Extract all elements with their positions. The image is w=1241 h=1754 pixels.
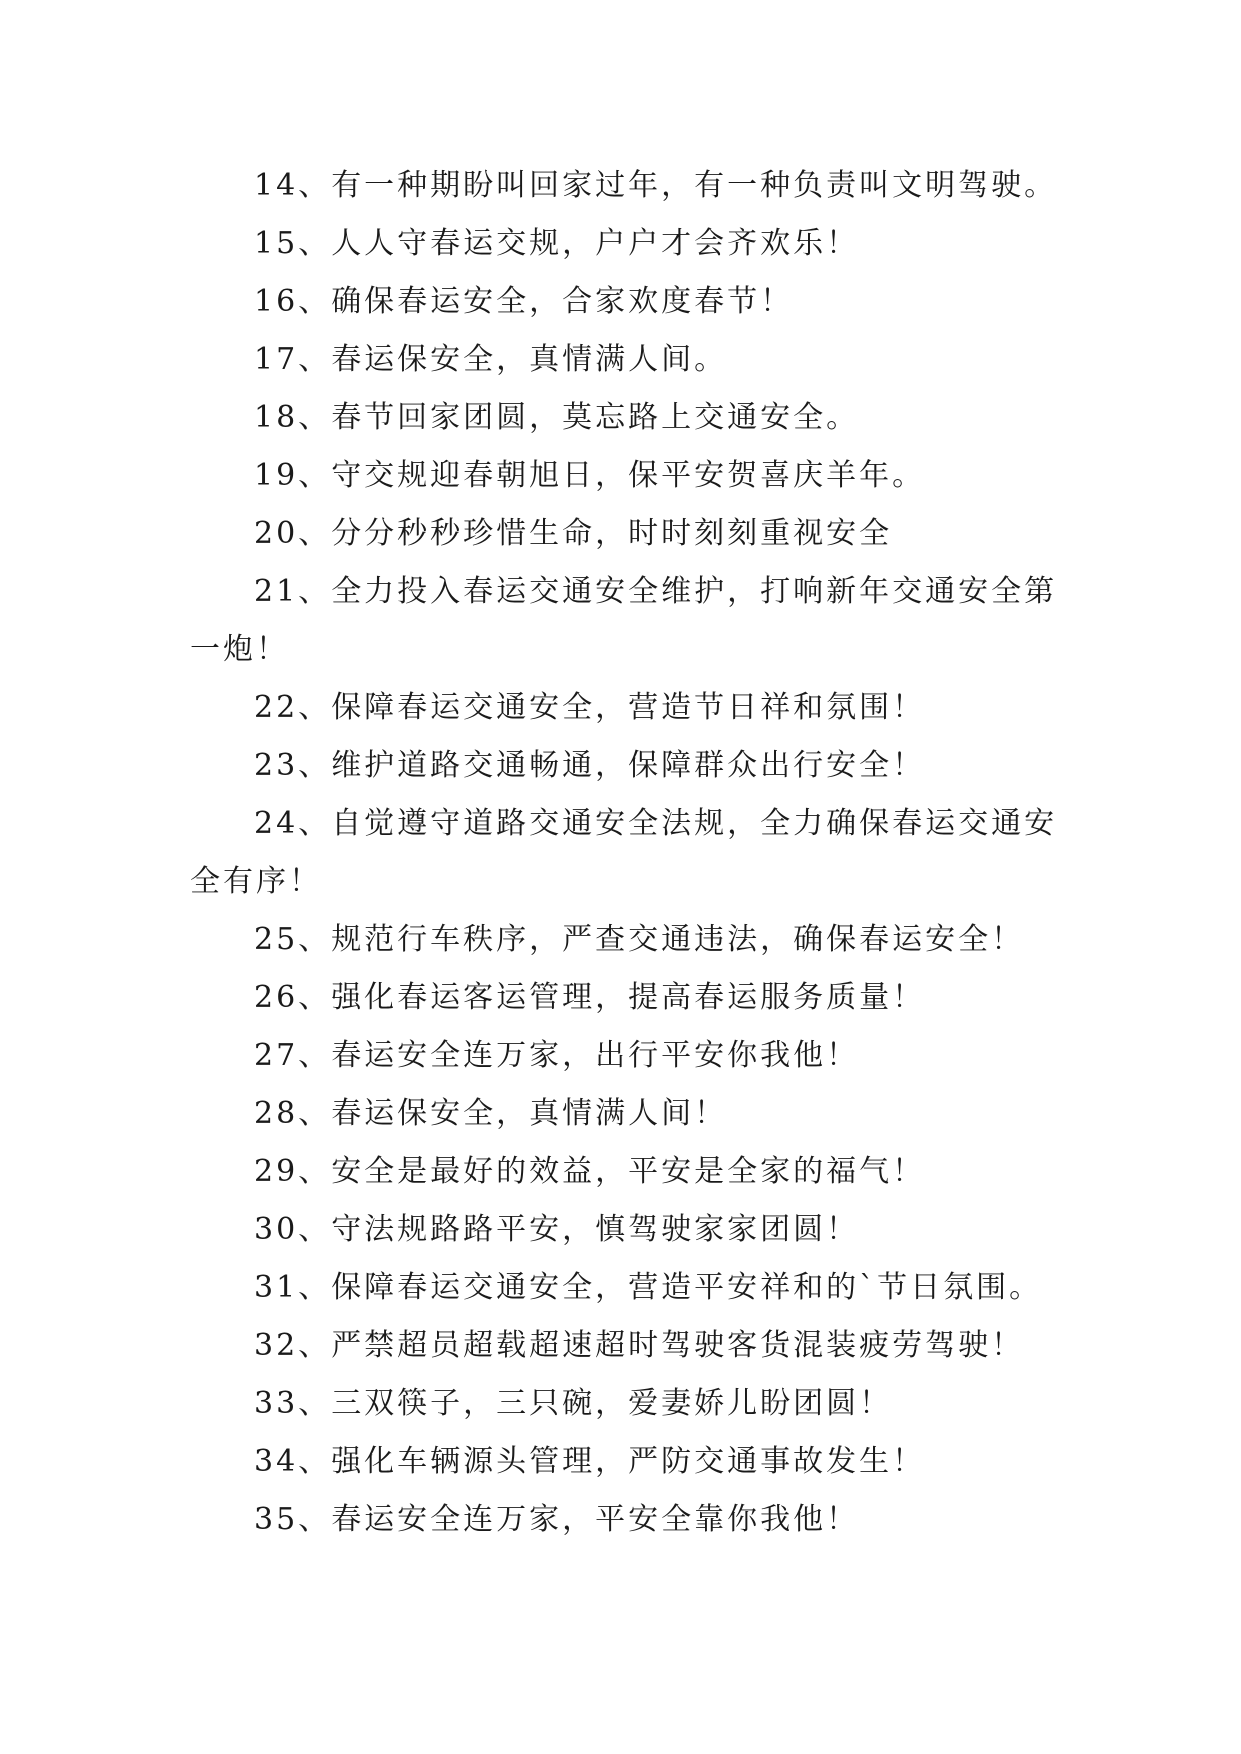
item-number: 26、 (254, 980, 332, 1015)
item-number: 30、 (254, 1212, 332, 1247)
list-item (190, 1317, 1070, 1375)
item-number: 23、 (254, 748, 332, 783)
item-text: 强化春运客运管理，提高春运服务质量！ (331, 980, 926, 1015)
item-text: 强化车辆源头管理，严防交通事故发生！ (331, 1444, 926, 1479)
list-item (190, 1433, 1070, 1491)
list-item (190, 737, 1070, 795)
item-number: 31、 (254, 1270, 332, 1305)
item-text: 人人守春运交规，户户才会齐欢乐！ (331, 226, 860, 261)
list-item (190, 215, 1070, 273)
list-item (190, 795, 1070, 911)
item-text: 安全是最好的效益，平安是全家的福气！ (331, 1154, 926, 1189)
item-text: 规范行车秩序，严查交通违法，确保春运安全！ (331, 922, 1025, 957)
list-item (190, 331, 1070, 389)
list-item (190, 389, 1070, 447)
item-number: 18、 (254, 400, 332, 435)
item-number: 33、 (254, 1386, 332, 1421)
item-text: 保障春运交通安全，营造节日祥和氛围！ (331, 690, 926, 725)
item-text: 保障春运交通安全，营造平安祥和的`节日氛围。 (331, 1270, 1043, 1305)
list-item (190, 911, 1070, 969)
item-text: 守法规路路平安，慎驾驶家家团圆！ (331, 1212, 860, 1247)
item-number: 15、 (254, 226, 332, 261)
list-item (190, 679, 1070, 737)
item-number: 14、 (254, 168, 332, 203)
item-text: 守交规迎春朝旭日，保平安贺喜庆羊年。 (331, 458, 926, 493)
list-item (190, 505, 1070, 563)
item-number: 24、 (254, 806, 332, 841)
list-item (190, 273, 1070, 331)
item-text: 分分秒秒珍惜生命，时时刻刻重视安全 (331, 516, 893, 551)
item-text: 三双筷子，三只碗，爱妻娇儿盼团圆！ (331, 1386, 893, 1421)
item-text: 全力投入春运交通安全维护，打响新年交通安全第一炮！ (190, 574, 1058, 667)
item-number: 16、 (254, 284, 332, 319)
item-text: 确保春运安全，合家欢度春节！ (331, 284, 794, 319)
item-number: 32、 (254, 1328, 332, 1363)
item-text: 春运保安全，真情满人间。 (331, 342, 728, 377)
item-text: 维护道路交通畅通，保障群众出行安全！ (331, 748, 926, 783)
list-item (190, 447, 1070, 505)
list-item (190, 563, 1070, 679)
item-number: 27、 (254, 1038, 332, 1073)
list-item (190, 1027, 1070, 1085)
item-number: 34、 (254, 1444, 332, 1479)
item-number: 17、 (254, 342, 332, 377)
list-item (190, 1085, 1070, 1143)
item-text: 春运安全连万家，平安全靠你我他！ (331, 1502, 860, 1537)
list-item (190, 1201, 1070, 1259)
list-item (190, 1259, 1070, 1317)
item-text: 自觉遵守道路交通安全法规，全力确保春运交通安全有序！ (190, 806, 1058, 899)
item-text: 春运安全连万家，出行平安你我他！ (331, 1038, 860, 1073)
item-number: 20、 (254, 516, 332, 551)
item-number: 25、 (254, 922, 332, 957)
item-text: 严禁超员超载超速超时驾驶客货混装疲劳驾驶！ (331, 1328, 1025, 1363)
item-number: 21、 (254, 574, 332, 609)
list-item (190, 969, 1070, 1027)
item-text: 春节回家团圆，莫忘路上交通安全。 (331, 400, 860, 435)
list-item (190, 157, 1070, 215)
slogan-list (190, 157, 1070, 1549)
list-item (190, 1491, 1070, 1549)
list-item (190, 1143, 1070, 1201)
list-item (190, 1375, 1070, 1433)
item-text: 有一种期盼叫回家过年，有一种负责叫文明驾驶。 (331, 168, 1058, 203)
item-number: 22、 (254, 690, 332, 725)
item-number: 28、 (254, 1096, 332, 1131)
item-number: 29、 (254, 1154, 332, 1189)
item-number: 35、 (254, 1502, 332, 1537)
item-number: 19、 (254, 458, 332, 493)
item-text: 春运保安全，真情满人间！ (331, 1096, 728, 1131)
